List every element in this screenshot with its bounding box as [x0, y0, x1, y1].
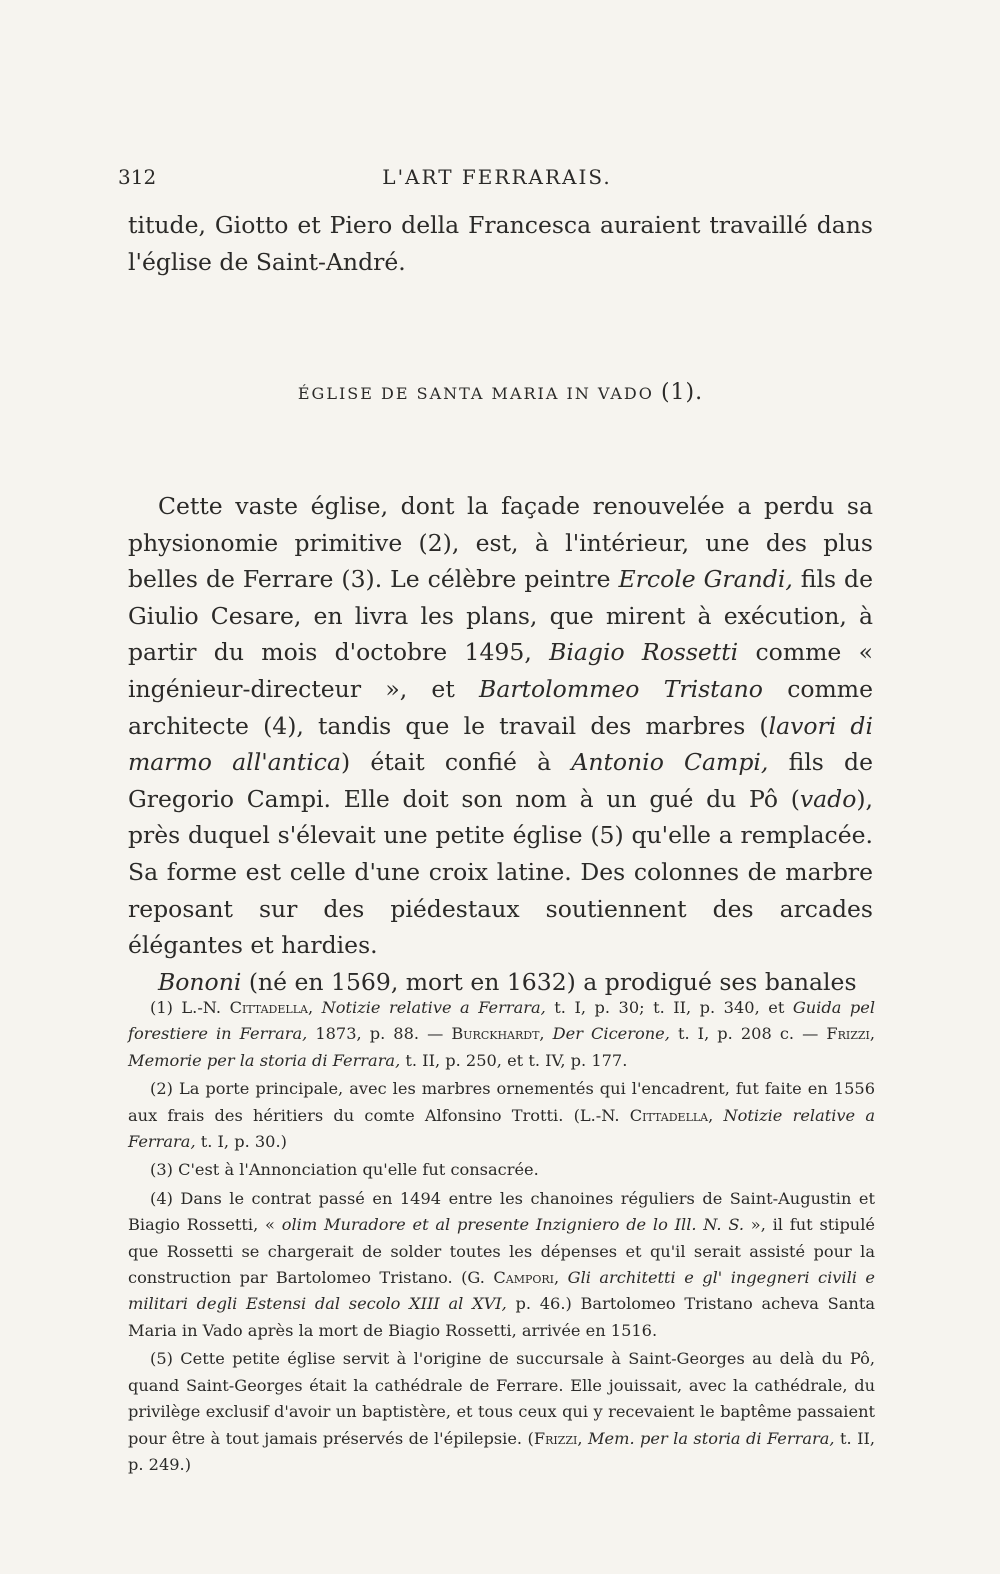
text-run: t. I, p. 30.): [195, 1132, 287, 1152]
running-head: [118, 163, 876, 191]
section-heading: [128, 378, 873, 409]
author-name: Burckhardt,: [451, 1024, 545, 1044]
text-run: comme « ingénieur-directeur », et: [128, 638, 873, 703]
text-run: t. I, p. 208 c. —: [669, 1024, 827, 1044]
italic-run: Notizie relative a Ferrara,: [321, 998, 546, 1017]
text-run: t. I, p. 30; t. II, p. 340, et: [545, 998, 793, 1017]
text-run: ), près duquel s'élevait une petite église (5) qu'elle a remplacée. Sa forme est celle d'une croix latine. Des colonnes de marbre reposant sur des piédestaux soutiennent des arcades élégantes et hardies.: [128, 784, 873, 960]
author-name: Frizzi,: [533, 1428, 583, 1448]
body-section: [128, 488, 873, 1000]
italic-run: Gli architetti e gl' ingegneri civili e militari degli Estensi dal secolo XIII al XVI,: [128, 1268, 875, 1314]
text-run: t. II, p. 249.): [128, 1428, 876, 1474]
italic-run: Biagio Rossetti: [549, 638, 739, 667]
text-run: (né en 1569, mort en 1632) a prodigué ses banales: [241, 967, 857, 996]
section-heading-text: ÉGLISE DE SANTA MARIA IN VADO: [297, 384, 654, 403]
footnote-3: (3) C'est à l'Annonciation qu'elle fut consacrée.: [150, 1160, 539, 1180]
italic-run: vado: [799, 784, 857, 813]
text-run: », il fut stipulé que Rossetti se chargerait de solder toutes les dépenses et qu'il serait assisté pour la construction par Bartolomeo Tristano. (G.: [128, 1215, 875, 1288]
text-run: fils de Giulio Cesare, en livra les plans, que mirent à exécution, à partir du mois d'octobre 1495,: [128, 565, 873, 667]
author-name: Frizzi,: [826, 1024, 875, 1044]
section-heading-note: (1).: [660, 380, 704, 405]
book-title: L'ART FERRARAIS.: [382, 165, 612, 189]
text-run: p. 46.) Bartolomeo Tristano acheva Santa Maria in Vado après la mort de Biagio Rossetti, arrivée en 1516.: [128, 1294, 875, 1340]
footnotes: [128, 995, 875, 1480]
italic-run: Notizie relative a Ferrara,: [128, 1105, 875, 1152]
text-run: Cette vaste église, dont la façade renouvelée a perdu sa physionomie primitive (2), est, à l'intérieur, une des plus belles de Ferrare (3). Le célèbre peintre: [128, 492, 873, 594]
author-name: Cittadella,: [629, 1105, 714, 1125]
italic-run: Memorie per la storia di Ferrara,: [128, 1050, 401, 1070]
italic-run: Antonio Campi,: [571, 748, 769, 777]
footnote-5: [128, 1346, 875, 1478]
italic-run: Bartolommeo Tristano: [479, 674, 763, 703]
author-name: Campori,: [493, 1268, 560, 1288]
main-paragraph: [128, 488, 873, 964]
italic-run: Mem. per la storia di Ferrara,: [587, 1428, 835, 1448]
text-run: (2) La porte principale, avec les marbres ornementés qui l'encadrent, fut faite en 1556 aux frais des héritiers du comte Alfonsino Trotti. (L.-N.: [128, 1079, 875, 1125]
text-run: (1) L.-N.: [150, 998, 230, 1017]
footnote-2: [128, 1076, 875, 1155]
footnote-1: [128, 995, 875, 1074]
text-run: fils de Gregorio Campi. Elle doit son nom à un gué du Pô (: [128, 748, 873, 813]
text-run: (5) Cette petite église servit à l'origine de succursale à Saint-Georges au delà du Pô, quand Saint-Georges était la cathédrale de Ferrare. Elle jouissait, avec la cathédrale, du privilège exclusif d'avoir un baptistère, et tous ceux qui y recevaient le baptême passaient pour être à tout jamais préservés de l'épilepsie. (: [128, 1349, 875, 1448]
italic-run: Ercole Grandi,: [618, 565, 793, 594]
author-name: Cittadella,: [229, 998, 314, 1017]
text-run: ) était confié à: [340, 748, 572, 777]
italic-run: Der Cicerone,: [552, 1024, 670, 1044]
italic-run: olim Muradore et al presente Inzigniero de lo Ill. N. S.: [281, 1215, 745, 1235]
intro-paragraph: titude, Giotto et Piero della Francesca auraient travaillé dans l'église de Saint-André.: [128, 211, 873, 276]
text-run: t. II, p. 250, et t. IV, p. 177.: [400, 1050, 628, 1070]
footnote-4: [128, 1186, 875, 1344]
text-run: 1873, p. 88. —: [307, 1024, 452, 1044]
text-run: (4) Dans le contrat passé en 1494 entre les chanoines réguliers de Saint-Augustin et Biagio Rossetti, «: [128, 1188, 875, 1235]
page-number: 312: [118, 165, 157, 189]
italic-run: Guida pel forestiere in Ferrara,: [128, 998, 875, 1044]
italic-run: Bononi: [158, 967, 242, 996]
italic-run: lavori di marmo all'antica: [128, 711, 873, 777]
text-run: comme architecte (4), tandis que le travail des marbres (: [128, 674, 873, 740]
